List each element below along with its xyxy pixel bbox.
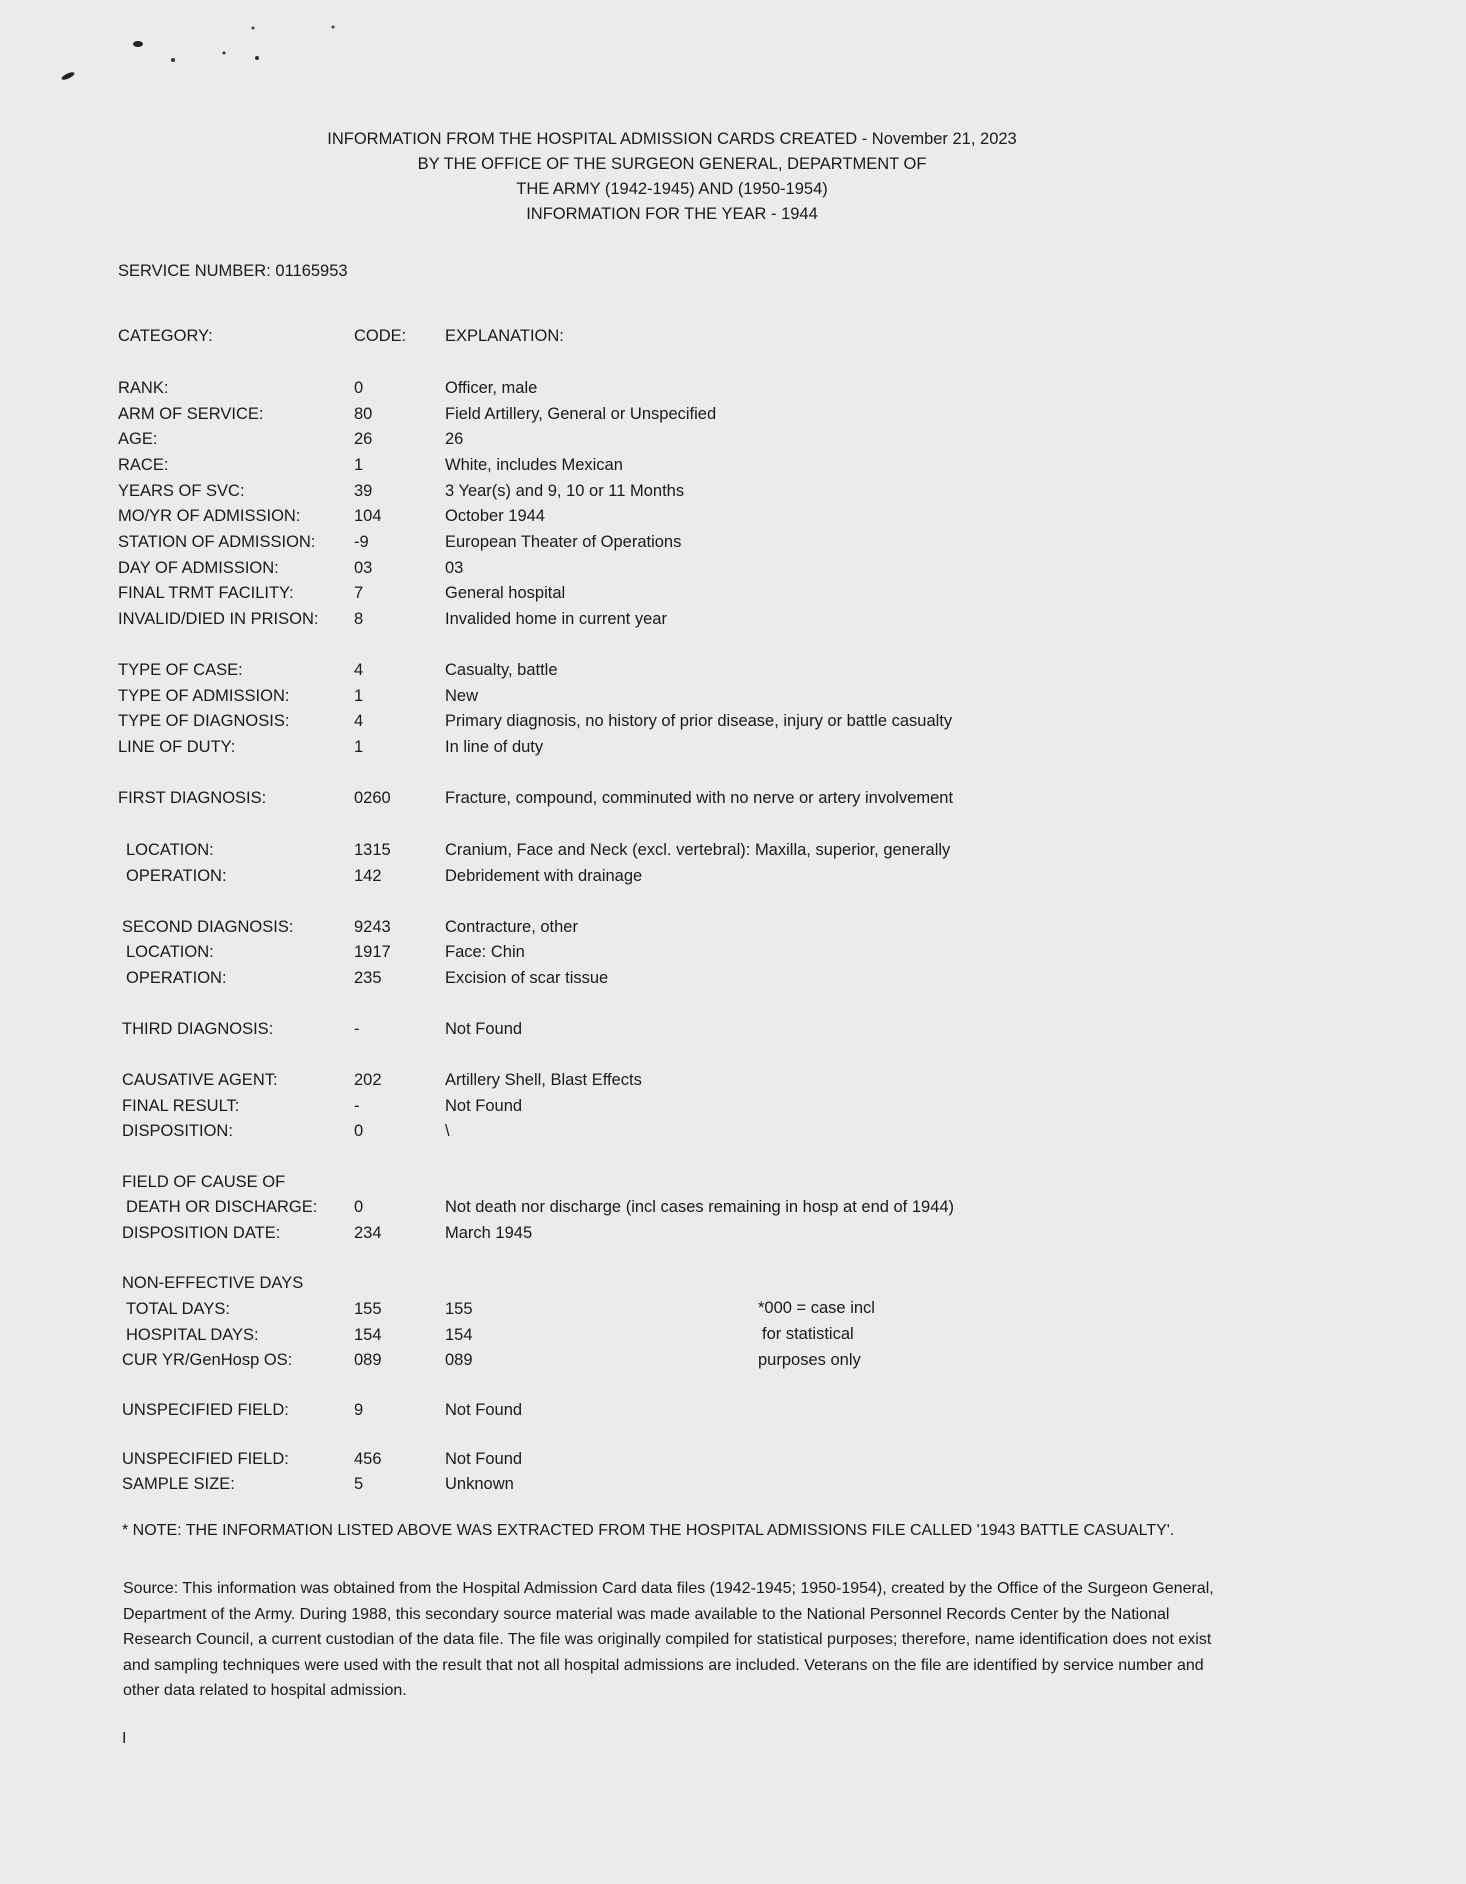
row-code: 235 [354,969,382,987]
row-category: OPERATION: [126,969,227,987]
row-explanation: March 1945 [445,1224,533,1242]
row-category: LOCATION: [126,841,214,859]
row-explanation: October 1944 [445,507,545,525]
row-category: CAUSATIVE AGENT: [122,1071,278,1089]
row-code: 5 [354,1475,364,1493]
header-line: INFORMATION FOR THE YEAR - 1944 [526,205,818,223]
row-explanation: 154 [445,1326,473,1344]
row-explanation: Artillery Shell, Blast Effects [445,1071,642,1089]
row-code: 9 [354,1401,364,1419]
row-category: SECOND DIAGNOSIS: [122,918,294,936]
row-code: 7 [354,584,364,602]
row-explanation: Fracture, compound, comminuted with no nerve or artery involvement [445,789,954,807]
row-category: LOCATION: [126,943,214,961]
explanation-header: EXPLANATION: [445,327,564,345]
row-category: TYPE OF ADMISSION: [118,687,290,705]
row-category: SAMPLE SIZE: [122,1475,235,1493]
row-explanation: Unknown [445,1475,514,1493]
row-code: 104 [354,507,382,525]
row-code: 1 [354,456,364,474]
side-note-line: for statistical [762,1325,854,1343]
row-code: -9 [354,533,369,551]
row-category: DISPOSITION: [122,1122,233,1140]
extraction-note: * NOTE: THE INFORMATION LISTED ABOVE WAS EXTRACTED FROM THE HOSPITAL ADMISSIONS FILE CALLED '1943 BATTLE CASUALTY'. [122,1522,1175,1539]
row-code: 1917 [354,943,391,961]
row-code: - [354,1097,360,1115]
row-code: 9243 [354,918,391,936]
row-code: 142 [354,867,382,885]
row-category: UNSPECIFIED FIELD: [122,1450,289,1468]
row-explanation: 089 [445,1351,473,1369]
row-code: 0 [354,379,364,397]
row-explanation: 3 Year(s) and 9, 10 or 11 Months [445,482,685,500]
row-category: AGE: [118,430,158,448]
scan-specks [0,0,1466,120]
row-code: 1 [354,687,364,705]
row-code: 4 [354,661,364,679]
row-category: OPERATION: [126,867,227,885]
row-explanation: Not Found [445,1020,523,1038]
row-category: DEATH OR DISCHARGE: [126,1198,318,1216]
row-category: YEARS OF SVC: [118,482,245,500]
row-explanation: European Theater of Operations [445,533,682,551]
row-explanation: General hospital [445,584,566,602]
row-explanation: Officer, male [445,379,538,397]
service-number: SERVICE NUMBER: 01165953 [118,262,348,280]
row-category: NON-EFFECTIVE DAYS [122,1274,304,1292]
row-code: - [354,1020,360,1038]
row-category: ARM OF SERVICE: [118,405,264,423]
document-header [300,127,1044,227]
row-explanation: Casualty, battle [445,661,558,679]
row-code: 155 [354,1300,382,1318]
row-code: 80 [354,405,373,423]
source-paragraph: Source: This information was obtained from the Hospital Admission Card data files (1942-1945; 1950-1954), created by the Office of the Surgeon General, Department of the Army. During 1988, this secondary source material was made available to the National Personnel Records Center by the National Research Council, a current custodian of the data file. The file was originally compiled for statistical purposes; therefore, name identification does not exist and sampling techniques were used with the result that not all hospital admissions are included. Veterans on the file are identified by service number and other data related to hospital admission. [123,1580,1214,1699]
category-header: CATEGORY: [118,327,213,345]
row-explanation: Primary diagnosis, no history of prior disease, injury or battle casualty [445,712,953,730]
row-category: FINAL TRMT FACILITY: [118,584,294,602]
row-explanation: Not Found [445,1450,523,1468]
row-category: MO/YR OF ADMISSION: [118,507,301,525]
row-category: TYPE OF DIAGNOSIS: [118,712,290,730]
row-category: DISPOSITION DATE: [122,1224,281,1242]
row-category: RANK: [118,379,169,397]
row-explanation: Excision of scar tissue [445,969,609,987]
row-category: CUR YR/GenHosp OS: [122,1351,293,1369]
row-category: UNSPECIFIED FIELD: [122,1401,289,1419]
row-explanation: \ [445,1122,450,1140]
row-explanation: Not Found [445,1401,523,1419]
row-code: 234 [354,1224,382,1242]
header-line: INFORMATION FROM THE HOSPITAL ADMISSION CARDS CREATED - November 21, 2023 [327,130,1017,148]
row-category: FINAL RESULT: [122,1097,240,1115]
row-code: 1315 [354,841,391,859]
header-line: THE ARMY (1942-1945) AND (1950-1954) [516,180,828,198]
side-note-line: purposes only [758,1351,861,1369]
row-code: 0 [354,1122,364,1140]
row-category: DAY OF ADMISSION: [118,559,279,577]
row-code: 1 [354,738,364,756]
row-explanation: Debridement with drainage [445,867,643,885]
row-category: HOSPITAL DAYS: [126,1326,259,1344]
row-category: FIELD OF CAUSE OF [122,1173,286,1191]
row-code: 26 [354,430,373,448]
row-code: 0 [354,1198,364,1216]
row-explanation: In line of duty [445,738,544,756]
row-explanation: Not Found [445,1097,523,1115]
row-category: TOTAL DAYS: [126,1300,230,1318]
row-category: LINE OF DUTY: [118,738,236,756]
row-explanation: Not death nor discharge (incl cases remaining in hosp at end of 1944) [445,1198,955,1216]
row-explanation: Invalided home in current year [445,610,667,628]
row-code: 456 [354,1450,382,1468]
side-note-line: *000 = case incl [758,1299,875,1317]
footer-mark: I [122,1730,127,1747]
row-category: FIRST DIAGNOSIS: [118,789,267,807]
row-code: 154 [354,1326,382,1344]
row-code: 39 [354,482,373,500]
row-category: RACE: [118,456,169,474]
row-category: TYPE OF CASE: [118,661,243,679]
row-explanation: Face: Chin [445,943,525,961]
row-code: 03 [354,559,373,577]
row-category: INVALID/DIED IN PRISON: [118,610,319,628]
statistical-side-note [758,1295,875,1373]
header-line: BY THE OFFICE OF THE SURGEON GENERAL, DEPARTMENT OF [417,155,927,173]
row-explanation: White, includes Mexican [445,456,623,474]
row-explanation: Cranium, Face and Neck (excl. vertebral): Maxilla, superior, generally [445,841,951,859]
row-code: 0260 [354,789,391,807]
row-category: STATION OF ADMISSION: [118,533,316,551]
row-explanation: 03 [445,559,464,577]
row-category: THIRD DIAGNOSIS: [122,1020,274,1038]
row-explanation: 155 [445,1300,473,1318]
row-code: 202 [354,1071,382,1089]
row-code: 8 [354,610,364,628]
row-explanation: 26 [445,430,464,448]
code-header: CODE: [354,327,407,345]
row-explanation: Contracture, other [445,918,578,936]
row-code: 089 [354,1351,382,1369]
row-code: 4 [354,712,364,730]
row-explanation: Field Artillery, General or Unspecified [445,405,717,423]
row-explanation: New [445,687,479,705]
